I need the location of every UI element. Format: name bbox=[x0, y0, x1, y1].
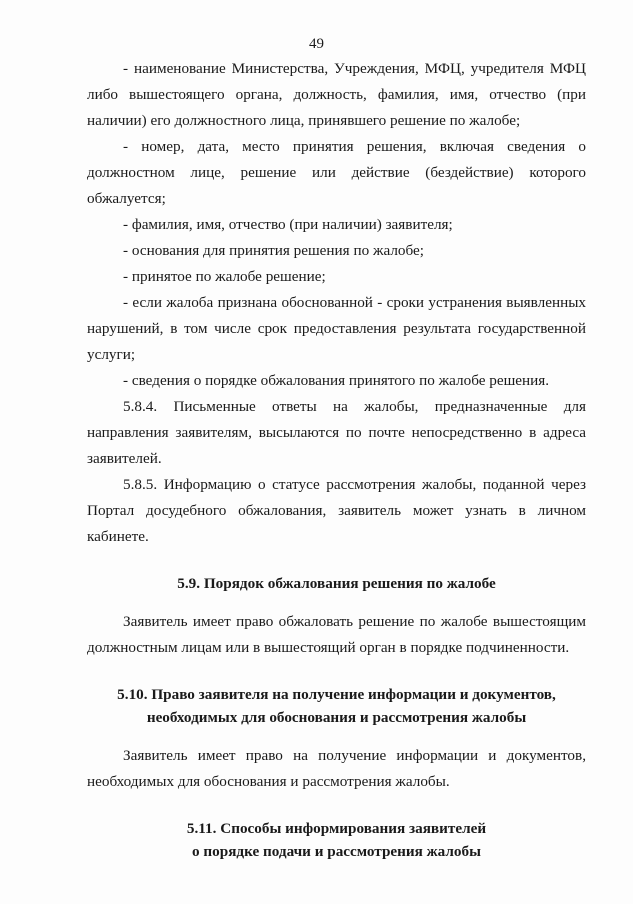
clause-5-8-5: 5.8.5. Информацию о статусе рассмотрения жалобы, поданной через Портал досудебного обжалования, заявитель может узнать в личном кабинете. bbox=[87, 476, 586, 545]
heading-5-11 bbox=[87, 817, 586, 863]
clause-5-8-4: 5.8.4. Письменные ответы на жалобы, предназначенные для направления заявителям, высылаются по почте непосредственно в адреса заявителей. bbox=[87, 398, 586, 467]
heading-5-10 bbox=[87, 683, 586, 729]
heading-5-10-line-2: необходимых для обоснования и рассмотрения жалобы bbox=[146, 709, 527, 726]
para-5-9-text: Заявитель имеет право обжаловать решение по жалобе вышестоящим должностным лицам или в вышестоящий орган в порядке подчиненности. bbox=[87, 613, 586, 656]
list-item-applicant-name: - фамилия, имя, отчество (при наличии) заявителя; bbox=[123, 216, 453, 233]
list-item-deadlines: - если жалоба признана обоснованной - сроки устранения выявленных нарушений, в том числе срок предоставления результата государственной услуги; bbox=[87, 294, 586, 363]
para-5-10-text: Заявитель имеет право на получение информации и документов, необходимых для обоснования и рассмотрения жалобы. bbox=[87, 747, 586, 790]
heading-5-9 bbox=[87, 572, 586, 595]
list-item-number-date: - номер, дата, место принятия решения, включая сведения о должностном лице, решение или действие (бездействие) которого обжалуется; bbox=[87, 138, 586, 207]
list-item-ministry-name: - наименование Министерства, Учреждения, МФЦ, учредителя МФЦ либо вышестоящего органа, должность, фамилия, имя, отчество (при наличии) его должностного лица, принявшего решение по жалобе; bbox=[87, 60, 586, 129]
heading-5-10-line-1: 5.10. Право заявителя на получение информации и документов, bbox=[117, 686, 556, 703]
document-body bbox=[87, 56, 586, 863]
list-item-decision: - принятое по жалобе решение; bbox=[123, 268, 326, 285]
heading-5-9-line-1: 5.9. Порядок обжалования решения по жалобе bbox=[177, 575, 496, 592]
list-item-appeal-procedure: - сведения о порядке обжалования принятого по жалобе решения. bbox=[123, 372, 550, 389]
page-number: 49 bbox=[309, 36, 324, 52]
heading-5-11-line-1: 5.11. Способы информирования заявителей bbox=[186, 820, 487, 837]
list-item-grounds: - основания для принятия решения по жалобе; bbox=[123, 242, 424, 259]
heading-5-11-line-2: о порядке подачи и рассмотрения жалобы bbox=[192, 843, 481, 860]
